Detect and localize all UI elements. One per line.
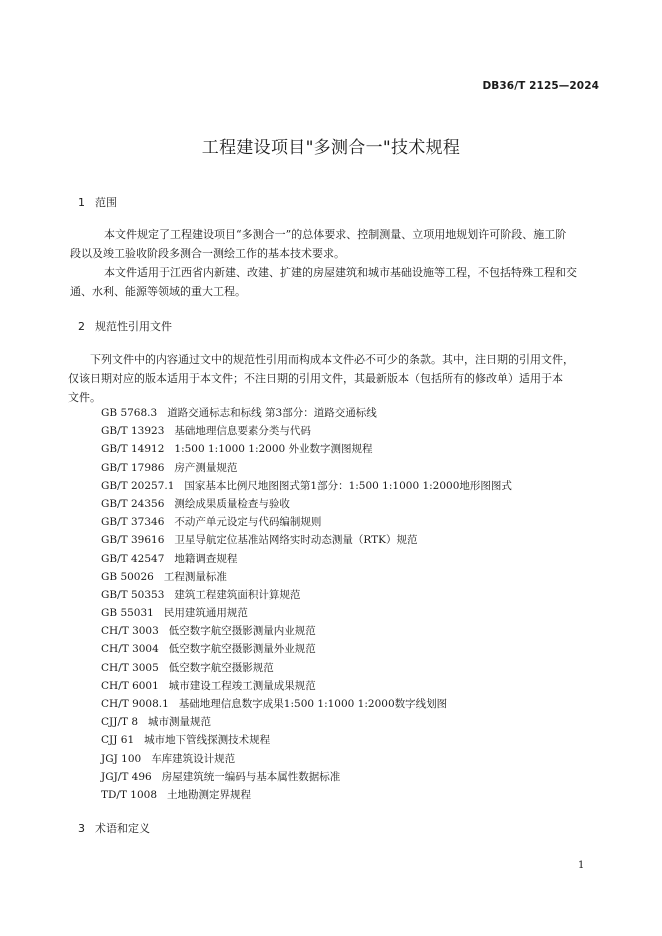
reference-item [101, 422, 512, 440]
reference-item [101, 786, 512, 804]
scope-paragraph-2 [70, 263, 600, 301]
reference-code: GB/T 39616 [101, 534, 165, 547]
reference-item [101, 586, 512, 604]
reference-title: 房产测量规范 [174, 461, 238, 474]
reference-code: CJJ 61 [101, 734, 135, 747]
section-3-heading [78, 820, 150, 836]
reference-item [101, 659, 512, 677]
reference-code: GB/T 14912 [101, 443, 165, 456]
reference-code: GB/T 50353 [101, 588, 165, 601]
reference-item [101, 459, 512, 477]
reference-code: GB/T 17986 [101, 461, 165, 474]
section-2-heading [78, 318, 172, 334]
reference-code: CH/T 3005 [101, 661, 159, 674]
reference-title: 国家基本比例尺地图图式第1部分：1:500 1:1000 1:2000地形图图式 [184, 479, 512, 492]
reference-title: 城市地下管线探测技术规程 [144, 734, 271, 747]
section-number: 2 [78, 320, 85, 333]
scope-paragraph-1 [70, 225, 600, 263]
reference-code: GB 55031 [101, 607, 154, 620]
section-number: 1 [78, 196, 85, 209]
reference-item [101, 768, 512, 786]
reference-title: 城市建设工程竣工测量成果规范 [168, 679, 316, 692]
reference-code: CH/T 9008.1 [101, 698, 169, 710]
text-line: 下列文件中的内容通过文中的规范性引用而构成本文件必不可少的条款。其中，注日期的引用文件， [90, 353, 574, 366]
section-title: 范围 [95, 196, 117, 209]
reference-code: JGJ 100 [101, 752, 142, 765]
reference-code: GB/T 20257.1 [101, 479, 175, 492]
reference-item [101, 404, 512, 422]
reference-item [101, 440, 512, 458]
reference-item [101, 622, 512, 640]
page-number: 1 [578, 860, 585, 871]
reference-title: 房屋建筑统一编码与基本属性数据标准 [161, 770, 341, 783]
section-title: 规范性引用文件 [95, 320, 172, 333]
reference-item [101, 731, 512, 749]
reference-item [101, 477, 512, 495]
reference-code: GB 50026 [101, 570, 154, 583]
reference-item [101, 495, 512, 513]
reference-code: GB/T 13923 [101, 425, 165, 438]
reference-item [101, 750, 512, 768]
reference-code: TD/T 1008 [101, 788, 158, 801]
standard-code: DB36/T 2125—2024 [482, 80, 599, 92]
reference-title: 基础地理信息要素分类与代码 [174, 425, 311, 438]
reference-title: 不动产单元设定与代码编制规则 [174, 516, 322, 529]
reference-code: CJJ/T 8 [101, 716, 139, 729]
text-line: 文件。 [68, 391, 101, 404]
reference-title: 建筑工程建筑面积计算规范 [174, 588, 301, 601]
reference-title: 低空数字航空摄影测量外业规范 [168, 643, 316, 656]
text-line: 本文件规定了工程建设项目“多测合一”的总体要求、控制测量、立项用地规划许可阶段、施工阶 [104, 228, 567, 241]
reference-title: 车库建筑设计规范 [151, 752, 236, 765]
reference-item [101, 695, 512, 713]
reference-code: GB/T 37346 [101, 516, 165, 529]
reference-item [101, 677, 512, 695]
reference-title: 民用建筑通用规范 [163, 607, 248, 620]
reference-title: 道路交通标志和标线 第3部分：道路交通标线 [167, 407, 377, 419]
reference-title: 基础地理信息数字成果1:500 1:1000 1:2000数字线划图 [178, 698, 448, 710]
reference-code: GB 5768.3 [101, 407, 158, 419]
reference-title: 土地勘测定界规程 [167, 788, 252, 801]
reference-code: CH/T 3003 [101, 625, 159, 638]
reference-title: 地籍调查规程 [174, 552, 238, 565]
reference-item [101, 640, 512, 658]
reference-item [101, 604, 512, 622]
reference-code: JGJ/T 496 [101, 770, 152, 783]
reference-code: CH/T 3004 [101, 643, 159, 656]
text-line: 通、水利、能源等领域的重大工程。 [70, 285, 246, 298]
reference-code: GB/T 24356 [101, 497, 165, 510]
reference-item [101, 550, 512, 568]
normative-intro [68, 350, 602, 407]
reference-title: 低空数字航空摄影规范 [168, 661, 274, 674]
reference-title: 1:500 1:1000 1:2000 外业数字测图规程 [174, 443, 373, 456]
reference-title: 城市测量规范 [148, 716, 212, 729]
reference-list [101, 404, 512, 804]
text-line: 本文件适用于江西省内新建、改建、扩建的房屋建筑和城市基础设施等工程，不包括特殊工程和交 [104, 266, 577, 279]
section-1-heading [78, 194, 117, 210]
reference-title: 工程测量标准 [163, 570, 227, 583]
section-title: 术语和定义 [95, 822, 150, 835]
reference-title: 测绘成果质量检查与验收 [174, 497, 290, 510]
section-number: 3 [78, 822, 85, 835]
reference-code: GB/T 42547 [101, 552, 165, 565]
reference-item [101, 713, 512, 731]
text-line: 仅该日期对应的版本适用于本文件；不注日期的引用文件，其最新版本（包括所有的修改单）适用于本 [68, 372, 563, 385]
reference-title: 低空数字航空摄影测量内业规范 [168, 625, 316, 638]
reference-title: 卫星导航定位基准站网络实时动态测量（RTK）规范 [174, 534, 418, 547]
reference-code: CH/T 6001 [101, 679, 159, 692]
document-title: 工程建设项目"多测合一"技术规程 [201, 138, 461, 158]
reference-item [101, 513, 512, 531]
text-line: 段以及竣工验收阶段多测合一测绘工作的基本技术要求。 [70, 247, 345, 260]
reference-item [101, 531, 512, 549]
reference-item [101, 568, 512, 586]
